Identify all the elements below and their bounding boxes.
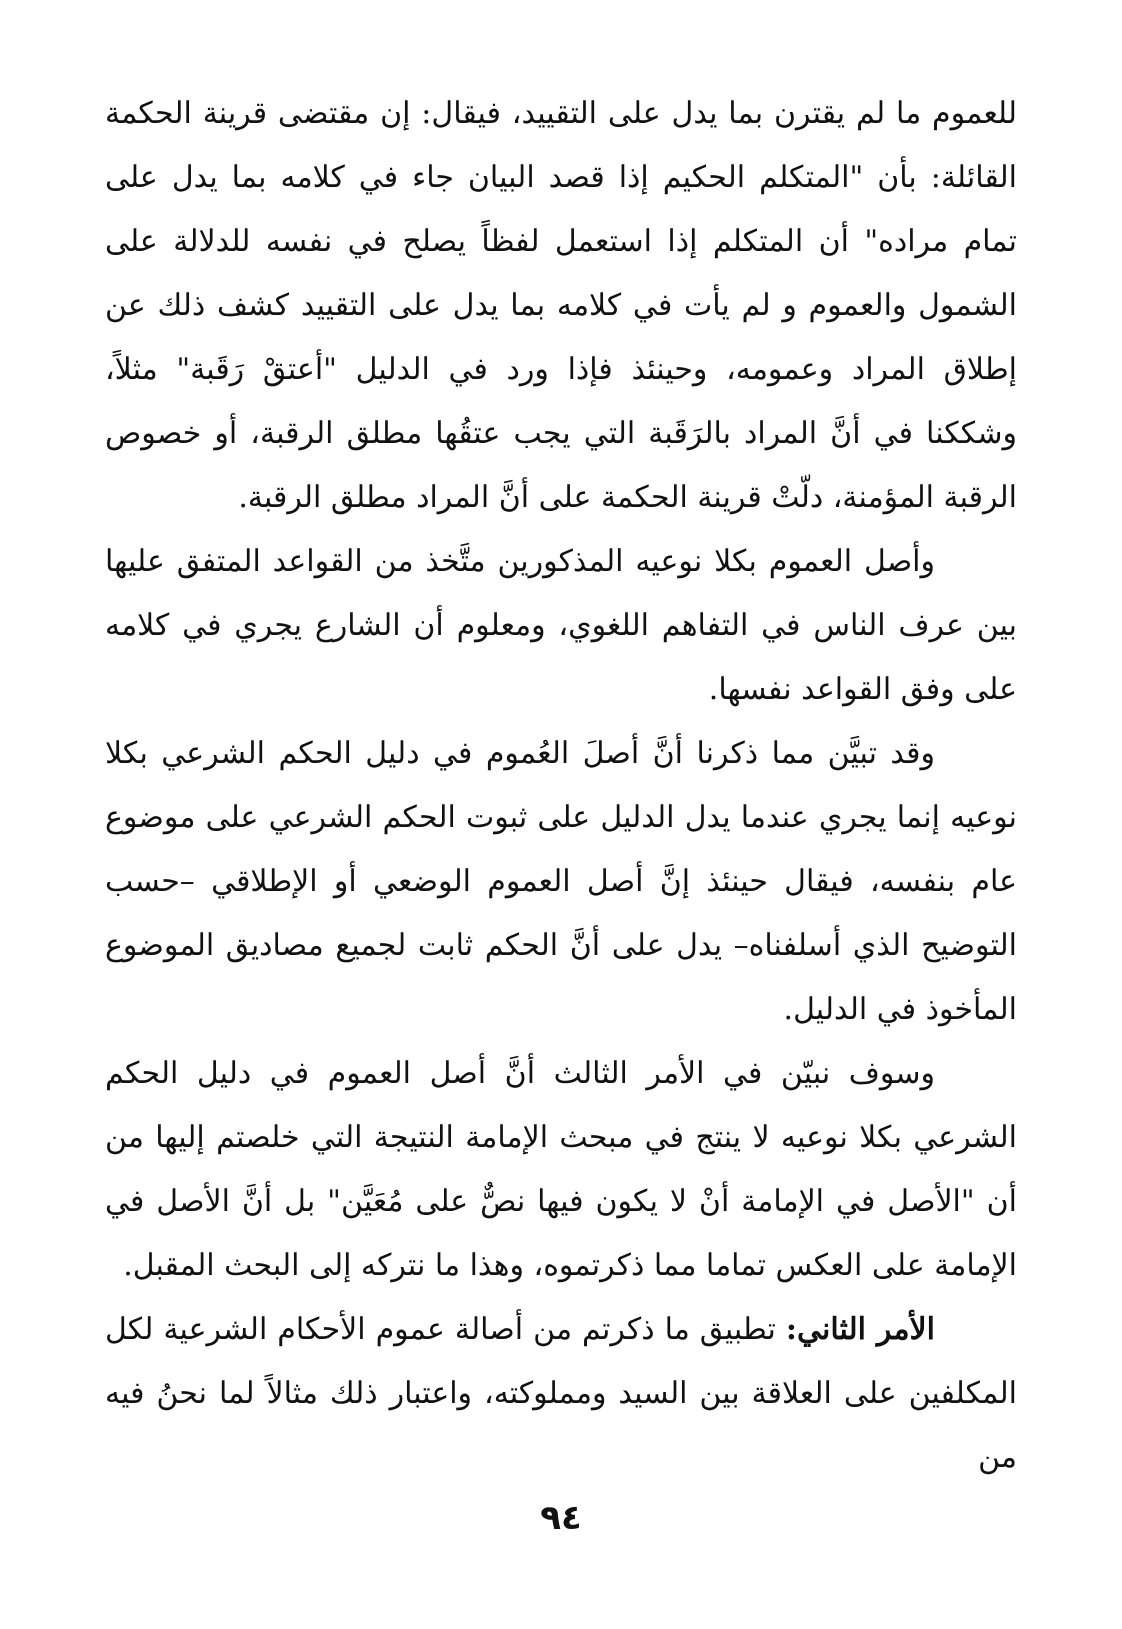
- section-heading-second-matter: الأمر الثاني:: [785, 1312, 935, 1347]
- page-number: ٩٤: [540, 1498, 582, 1538]
- paragraph-4: وسوف نبيّن في الأمر الثالث أنَّ أصل العموم في دليل الحكم الشرعي بكلا نوعيه لا ينتج في مبحث الإمامة النتيجة التي خلصتم إليها من أن "الأصل في الإمامة أنْ لا يكون فيها نصٌّ على مُعَيَّن" بل أنَّ الأصل في الإمامة على العكس تماما مما ذكرتموه، وهذا ما نتركه إلى البحث المقبل.: [105, 1056, 1017, 1283]
- paragraph-1: للعموم ما لم يقترن بما يدل على التقييد، فيقال: إن مقتضى قرينة الحكمة القائلة: بأن "المتكلم الحكيم إذا قصد البيان جاء في كلامه بما يدل على تمام مراده" أن المتكلم إذا استعمل لفظاً يصلح في نفسه للدلالة على الشمول والعموم و لم يأت في كلامه بما يدل على التقييد كشف ذلك عن إطلاق المراد وعمومه، وحينئذ فإذا ورد في الدليل "أعتقْ رَقَبة" مثلاً، وشككنا في أنَّ المراد بالرَقَبة التي يجب عتقُها مطلق الرقبة، أو خصوص الرقبة المؤمنة، دلّتْ قرينة الحكمة على أنَّ المراد مطلق الرقبة.: [105, 96, 1017, 515]
- paragraph-5-body: تطبيق ما ذكرتم من أصالة عموم الأحكام الشرعية لكل المكلفين على العلاقة بين السيد ومملوكته، واعتبار ذلك مثالاً لما نحنُ فيه من: [105, 1312, 1017, 1475]
- paragraph-5: [105, 1298, 1017, 1490]
- paragraph-3: وقد تبيَّن مما ذكرنا أنَّ أصلَ العُموم في دليل الحكم الشرعي بكلا نوعيه إنما يجري عندما يدل الدليل على ثبوت الحكم الشرعي على موضوع عام بنفسه، فيقال حينئذ إنَّ أصل العموم الوضعي أو الإطلاقي –حسب التوضيح الذي أسلفناه– يدل على أنَّ الحكم ثابت لجميع مصاديق الموضوع المأخوذ في الدليل.: [105, 736, 1017, 1027]
- paragraph-2: وأصل العموم بكلا نوعيه المذكورين متَّخذ من القواعد المتفق عليها بين عرف الناس في التفاهم اللغوي، ومعلوم أن الشارع يجري في كلامه على وفق القواعد نفسها.: [105, 544, 1017, 707]
- page-body: [105, 82, 1017, 1490]
